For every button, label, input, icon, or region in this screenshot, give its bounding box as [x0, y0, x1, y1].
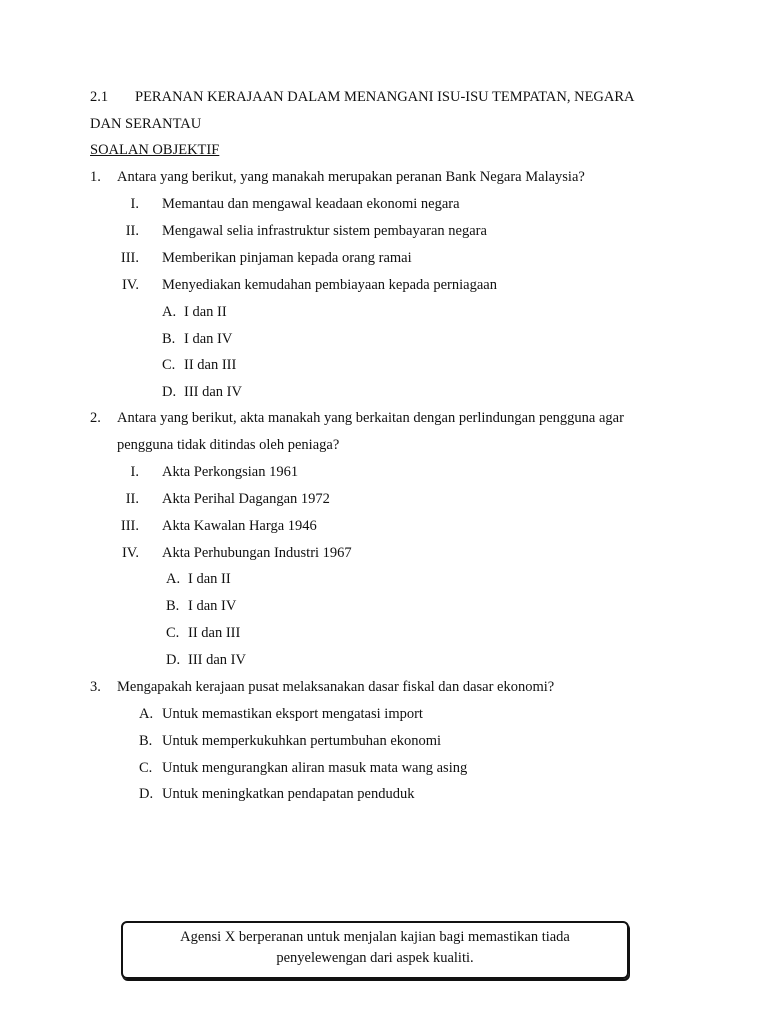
question-number: 3. [90, 679, 101, 695]
option-letter[interactable]: B. [166, 598, 180, 614]
option-letter[interactable]: D. [162, 384, 177, 400]
question-text: Antara yang berikut, akta manakah yang berkaitan dengan perlindungan pengguna agar [117, 410, 624, 426]
statement-numeral: III. [120, 518, 139, 534]
subheading: SOALAN OBJEKTIF [90, 142, 220, 158]
statement-numeral: II. [125, 491, 139, 507]
option-letter[interactable]: C. [162, 357, 176, 373]
statement-numeral: IV. [121, 277, 139, 293]
option-text[interactable]: Untuk memastikan eksport mengatasi import [162, 706, 423, 722]
section-title: PERANAN KERAJAAN DALAM MENANGANI ISU-ISU TEMPATAN, NEGARA [135, 89, 635, 105]
option-letter[interactable]: A. [166, 571, 181, 587]
option-letter[interactable]: B. [139, 733, 153, 749]
statement-text: Akta Perhubungan Industri 1967 [162, 545, 352, 561]
statement-numeral: IV. [121, 545, 139, 561]
question-number: 1. [90, 169, 101, 185]
option-text[interactable]: I dan II [188, 571, 231, 587]
statement-text: Akta Perkongsian 1961 [162, 464, 299, 480]
statement-numeral: II. [125, 223, 139, 239]
section-number: 2.1 [90, 89, 109, 105]
statement-text: Akta Kawalan Harga 1946 [162, 518, 317, 534]
option-text[interactable]: III dan IV [184, 384, 242, 400]
option-letter[interactable]: C. [139, 760, 153, 776]
option-letter[interactable]: A. [162, 304, 177, 320]
option-text[interactable]: II dan III [184, 357, 237, 373]
option-text[interactable]: Untuk mengurangkan aliran masuk mata wang asing [162, 760, 468, 776]
option-text[interactable]: Untuk meningkatkan pendapatan penduduk [162, 786, 415, 802]
info-box-line: Agensi X berperanan untuk menjalan kajian bagi memastikan tiada [180, 929, 570, 945]
question-text: Antara yang berikut, yang manakah merupakan peranan Bank Negara Malaysia? [117, 169, 585, 185]
question-text-continued: pengguna tidak ditindas oleh peniaga? [117, 437, 340, 453]
option-letter[interactable]: A. [139, 706, 154, 722]
option-letter[interactable]: B. [162, 331, 176, 347]
option-text[interactable]: I dan II [184, 304, 227, 320]
option-text[interactable]: III dan IV [188, 652, 246, 668]
option-text[interactable]: I dan IV [188, 598, 237, 614]
option-letter[interactable]: D. [166, 652, 181, 668]
section-title-continued: DAN SERANTAU [90, 116, 202, 132]
info-box [121, 921, 629, 979]
statement-text: Mengawal selia infrastruktur sistem pembayaran negara [162, 223, 487, 239]
option-text[interactable]: I dan IV [184, 331, 233, 347]
statement-numeral: III. [120, 250, 139, 266]
option-text[interactable]: II dan III [188, 625, 241, 641]
statement-text: Memberikan pinjaman kepada orang ramai [162, 250, 412, 266]
option-letter[interactable]: D. [139, 786, 154, 802]
statement-text: Akta Perihal Dagangan 1972 [162, 491, 330, 507]
info-box-line: penyelewengan dari aspek kualiti. [276, 950, 474, 966]
question-text: Mengapakah kerajaan pusat melaksanakan dasar fiskal dan dasar ekonomi? [117, 679, 555, 695]
option-letter[interactable]: C. [166, 625, 180, 641]
option-text[interactable]: Untuk memperkukuhkan pertumbuhan ekonomi [162, 733, 442, 749]
statement-numeral: I. [130, 464, 139, 480]
question-number: 2. [90, 410, 101, 426]
statement-text: Menyediakan kemudahan pembiayaan kepada perniagaan [162, 277, 497, 293]
statement-text: Memantau dan mengawal keadaan ekonomi negara [162, 196, 460, 212]
statement-numeral: I. [130, 196, 139, 212]
